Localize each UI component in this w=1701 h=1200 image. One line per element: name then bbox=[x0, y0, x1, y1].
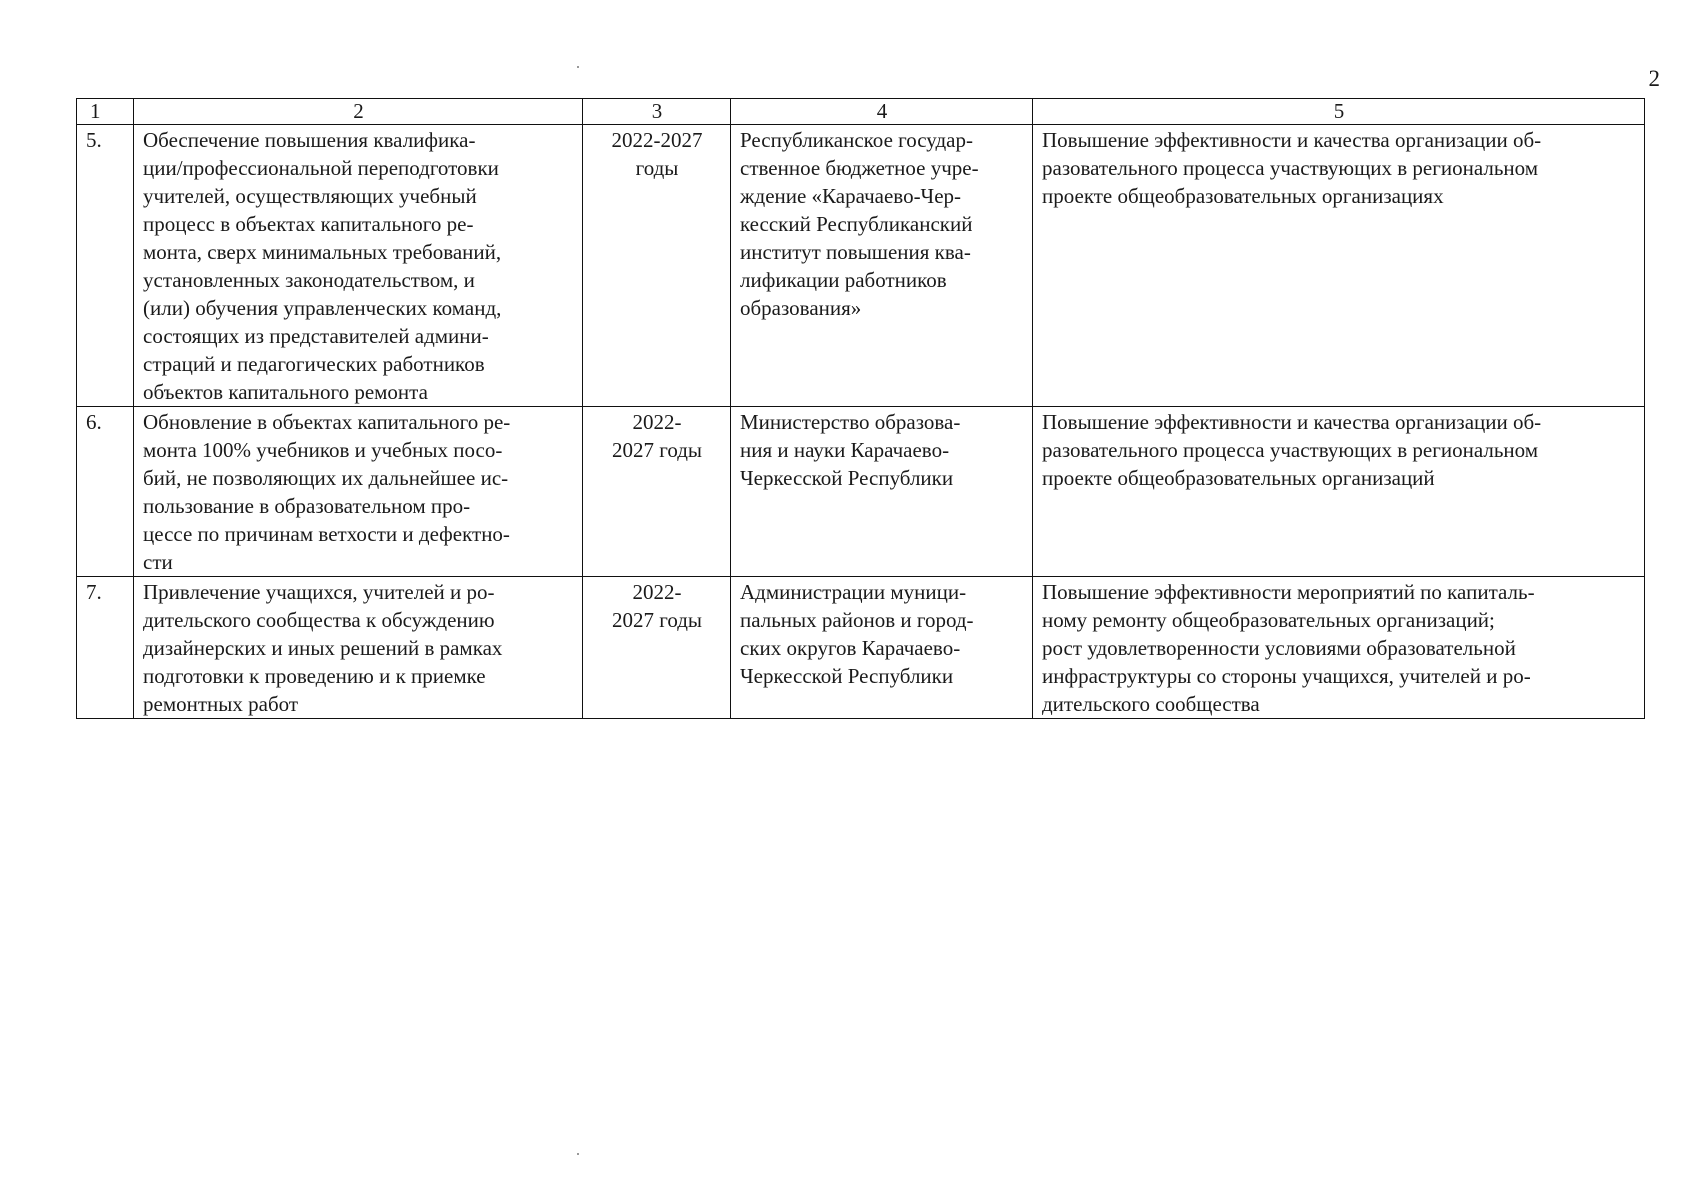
text-line: Черкесской Республики bbox=[740, 466, 954, 490]
responsible-cell bbox=[731, 125, 1033, 407]
responsible-cell bbox=[731, 577, 1033, 719]
table-row bbox=[77, 407, 1645, 577]
text-line: лификации работников bbox=[740, 268, 947, 292]
row-number: 7. bbox=[77, 577, 134, 719]
text-line: проекте общеобразовательных организациях bbox=[1042, 184, 1444, 208]
period-cell bbox=[583, 125, 731, 407]
text-line: объектов капитального ремонта bbox=[143, 380, 428, 404]
text-line: ремонтных работ bbox=[143, 692, 299, 716]
text-line: Обновление в объектах капитального ре- bbox=[143, 410, 511, 434]
text-line: монта 100% учебников и учебных посо- bbox=[143, 438, 503, 462]
text-line: ния и науки Карачаево- bbox=[740, 438, 950, 462]
text-line: пальных районов и город- bbox=[740, 608, 974, 632]
text-line: процесс в объектах капитального ре- bbox=[143, 212, 474, 236]
text-line: проекте общеобразовательных организаций bbox=[1042, 466, 1435, 490]
text-line: 2022- bbox=[632, 410, 682, 434]
text-line: бий, не позволяющих их дальнейшее ис- bbox=[143, 466, 509, 490]
text-line: разовательного процесса участвующих в региональном bbox=[1042, 438, 1539, 462]
text-line: дительского сообщества bbox=[1042, 692, 1260, 716]
text-line: (или) обучения управленческих команд, bbox=[143, 296, 502, 320]
col-header-2: 2 bbox=[134, 99, 583, 125]
text-line: годы bbox=[635, 156, 679, 180]
text-line: инфраструктуры со стороны учащихся, учителей и ро- bbox=[1042, 664, 1531, 688]
table-row bbox=[77, 125, 1645, 407]
activity-cell bbox=[134, 125, 583, 407]
text-line: Министерство образова- bbox=[740, 410, 961, 434]
text-line: Привлечение учащихся, учителей и ро- bbox=[143, 580, 495, 604]
text-line: ждение «Карачаево-Чер- bbox=[740, 184, 962, 208]
text-line: установленных законодательством, и bbox=[143, 268, 475, 292]
text-line: цессе по причинам ветхости и дефектно- bbox=[143, 522, 510, 546]
text-line: сти bbox=[143, 550, 173, 574]
text-line: пользование в образовательном про- bbox=[143, 494, 471, 518]
text-line: состоящих из представителей админи- bbox=[143, 324, 489, 348]
result-cell bbox=[1033, 407, 1645, 577]
text-line: подготовки к проведению и к приемке bbox=[143, 664, 486, 688]
text-line: ских округов Карачаево- bbox=[740, 636, 961, 660]
responsible-cell bbox=[731, 407, 1033, 577]
text-line: 2027 годы bbox=[611, 438, 703, 462]
text-line: институт повышения ква- bbox=[740, 240, 971, 264]
col-header-4: 4 bbox=[731, 99, 1033, 125]
period-cell bbox=[583, 407, 731, 577]
text-line: ции/профессиональной переподготовки bbox=[143, 156, 499, 180]
row-number: 5. bbox=[77, 125, 134, 407]
text-line: ственное бюджетное учре- bbox=[740, 156, 979, 180]
text-line: Администрации муници- bbox=[740, 580, 967, 604]
text-line: страций и педагогических работников bbox=[143, 352, 485, 376]
text-line: разовательного процесса участвующих в региональном bbox=[1042, 156, 1539, 180]
page-number: 2 bbox=[1648, 66, 1660, 91]
activities-table bbox=[76, 98, 1645, 719]
result-cell bbox=[1033, 125, 1645, 407]
col-header-5: 5 bbox=[1033, 99, 1645, 125]
text-line: рост удовлетворенности условиями образовательной bbox=[1042, 636, 1516, 660]
table-row bbox=[77, 577, 1645, 719]
text-line: образования» bbox=[740, 296, 862, 320]
row-number: 6. bbox=[77, 407, 134, 577]
header-row bbox=[77, 99, 1645, 125]
col-header-1: 1 bbox=[77, 99, 134, 125]
text-line: 2022-2027 bbox=[611, 128, 703, 152]
text-line: ному ремонту общеобразовательных организаций; bbox=[1042, 608, 1495, 632]
scan-dot bbox=[577, 1153, 579, 1155]
text-line: Повышение эффективности и качества организации об- bbox=[1042, 128, 1542, 152]
text-line: учителей, осуществляющих учебный bbox=[143, 184, 477, 208]
activity-cell bbox=[134, 407, 583, 577]
scan-dot bbox=[577, 66, 579, 68]
text-line: Повышение эффективности мероприятий по капиталь- bbox=[1042, 580, 1535, 604]
text-line: дительского сообщества к обсуждению bbox=[143, 608, 495, 632]
text-line: Обеспечение повышения квалифика- bbox=[143, 128, 476, 152]
text-line: 2027 годы bbox=[611, 608, 703, 632]
col-header-3: 3 bbox=[583, 99, 731, 125]
text-line: кесский Республиканский bbox=[740, 212, 973, 236]
text-line: дизайнерских и иных решений в рамках bbox=[143, 636, 503, 660]
period-cell bbox=[583, 577, 731, 719]
text-line: Повышение эффективности и качества организации об- bbox=[1042, 410, 1542, 434]
result-cell bbox=[1033, 577, 1645, 719]
text-line: 2022- bbox=[632, 580, 682, 604]
text-line: Черкесской Республики bbox=[740, 664, 954, 688]
activity-cell bbox=[134, 577, 583, 719]
text-line: монта, сверх минимальных требований, bbox=[143, 240, 502, 264]
text-line: Республиканское государ- bbox=[740, 128, 973, 152]
